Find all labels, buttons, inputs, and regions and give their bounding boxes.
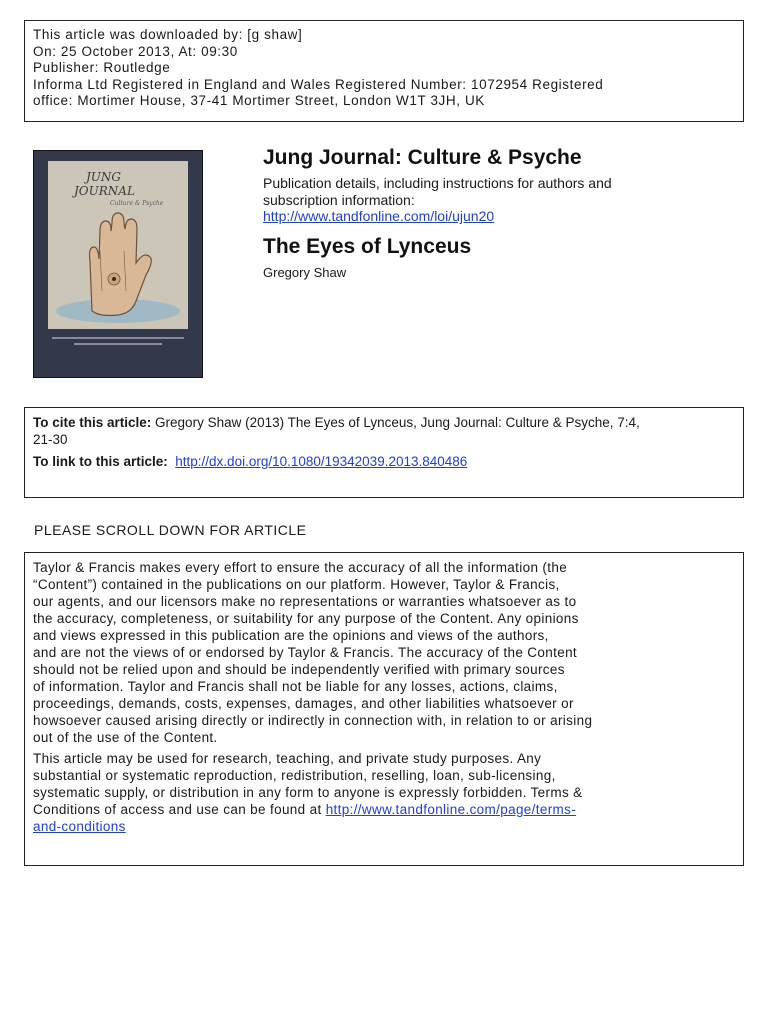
disclaimer-line: systematic supply, or distribution in any form to anyone is expressly forbidden. Terms & (33, 785, 583, 800)
publication-details-line: Publication details, including instructions for authors and (263, 175, 612, 191)
doi-link[interactable]: http://dx.doi.org/10.1080/19342039.2013.840486 (175, 454, 468, 469)
publication-details-line: subscription information: (263, 191, 415, 208)
link-label: To link to this article: (33, 454, 168, 469)
article-author: Gregory Shaw (263, 265, 347, 280)
terms-conditions-link-continued[interactable]: and-conditions (33, 819, 126, 834)
journal-title: Jung Journal: Culture & Psyche (263, 146, 582, 169)
disclaimer-paragraph-accuracy (33, 559, 735, 746)
disclaimer-line: proceedings, demands, costs, expenses, damages, and other liabilities whatsoever or (33, 696, 574, 711)
disclaimer-line: and views expressed in this publication are the opinions and views of the authors, (33, 628, 549, 643)
cite-section (33, 415, 735, 448)
disclaimer-line: and are not the views of or endorsed by Taylor & Francis. The accuracy of the Content (33, 645, 578, 660)
download-line: On: 25 October 2013, At: 09:30 (33, 43, 238, 59)
disclaimer-line: out of the use of the Content. (33, 730, 218, 745)
link-section (33, 454, 735, 471)
disclaimer-line: substantial or systematic reproduction, redistribution, reselling, loan, sub-licensing, (33, 768, 556, 783)
disclaimer-line: “Content”) contained in the publications on our platform. However, Taylor & Francis, (33, 577, 560, 592)
disclaimer-line: howsoever caused arising directly or indirectly in connection with, in relation to or arising (33, 713, 593, 728)
disclaimer-line (33, 818, 735, 835)
terms-conditions-link[interactable]: http://www.tandfonline.com/page/terms- (325, 802, 577, 817)
article-title: The Eyes of Lynceus (263, 235, 472, 258)
disclaimer-paragraph-usage (33, 750, 735, 835)
citation-box (24, 407, 744, 498)
cite-text-continued: 21-30 (33, 431, 68, 447)
disclaimer-line: of information. Taylor and Francis shall not be liable for any losses, actions, claims, (33, 679, 558, 694)
journal-url-link[interactable]: http://www.tandfonline.com/loi/ujun20 (263, 208, 495, 224)
disclaimer-line: This article may be used for research, teaching, and private study purposes. Any (33, 751, 542, 766)
download-info-box (24, 20, 744, 122)
disclaimer-line: our agents, and our licensors make no representations or warranties whatsoever as to (33, 594, 577, 609)
download-line: Informa Ltd Registered in England and Wales Registered Number: 1072954 Registered (33, 76, 604, 92)
disclaimer-line: Taylor & Francis makes every effort to ensure the accuracy of all the information (the (33, 560, 568, 575)
terms-prefix: Conditions of access and use can be found at (33, 802, 326, 817)
cite-text: Gregory Shaw (2013) The Eyes of Lynceus, Jung Journal: Culture & Psyche, 7:4, (155, 415, 640, 430)
disclaimer-box (24, 552, 744, 866)
scroll-down-note: PLEASE SCROLL DOWN FOR ARTICLE (34, 522, 307, 538)
cover-title-line2: JOURNAL (74, 184, 135, 198)
cover-subtitle: Culture & Psyche (110, 200, 164, 207)
journal-cover-image (33, 150, 203, 378)
download-line: This article was downloaded by: [g shaw] (33, 27, 303, 42)
download-line: office: Mortimer House, 37-41 Mortimer Street, London W1T 3JH, UK (33, 93, 485, 108)
cite-label: To cite this article: (33, 415, 152, 430)
disclaimer-line: should not be relied upon and should be independently verified with primary sources (33, 662, 565, 677)
download-line: Publisher: Routledge (33, 60, 171, 75)
disclaimer-line-with-link (33, 801, 735, 818)
publication-details (263, 175, 703, 225)
disclaimer-line: the accuracy, completeness, or suitability for any purpose of the Content. Any opinions (33, 611, 579, 626)
cover-title-line1: JUNG (86, 170, 122, 184)
